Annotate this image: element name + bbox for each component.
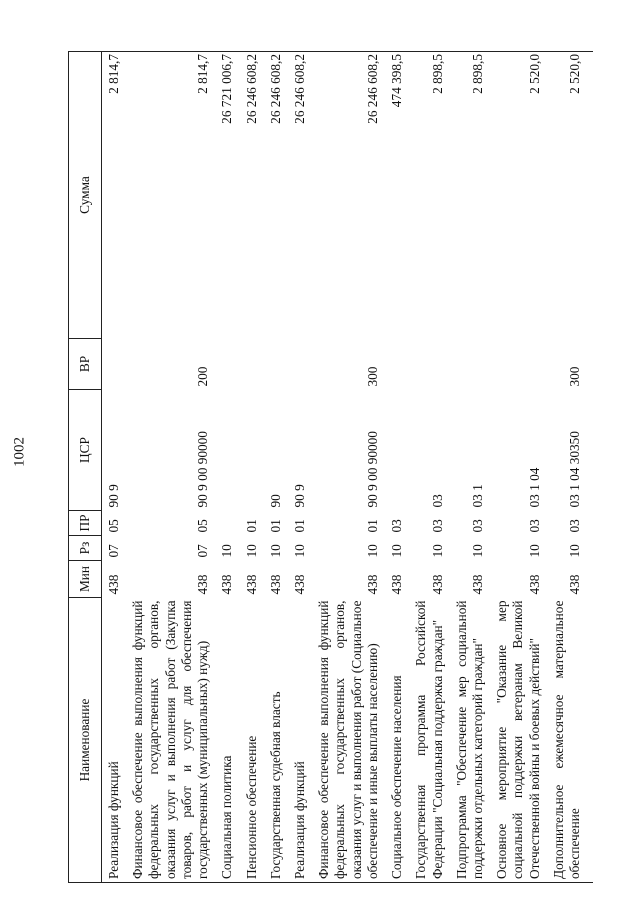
cell-csr bbox=[385, 390, 409, 511]
cell-rz: 10 bbox=[469, 544, 485, 558]
cell-rz: 10 bbox=[567, 544, 583, 558]
cell-pr: 05 bbox=[106, 519, 121, 533]
header-csr: ЦСР bbox=[69, 390, 102, 511]
cell-csr: 90 9 bbox=[291, 484, 307, 508]
budget-table-rotated bbox=[68, 51, 600, 883]
cell-vr bbox=[215, 339, 239, 390]
cell-csr: 90 bbox=[267, 494, 283, 508]
header-rz: Рз bbox=[69, 536, 102, 561]
cell-pr: 03 bbox=[469, 519, 485, 533]
cell-sum: 26 721 006,7 bbox=[215, 52, 239, 339]
header-sum: Сумма bbox=[69, 52, 102, 339]
cell-min: 438 bbox=[526, 574, 542, 595]
cell-rz: 10 bbox=[243, 544, 259, 558]
cell-name: Дополнительное ежемесячное материальное обеспечение bbox=[547, 598, 593, 883]
cell-sum: 26 246 608,2 bbox=[264, 52, 288, 339]
cell-min: 438 bbox=[219, 574, 235, 595]
cell-pr: 03 bbox=[526, 519, 542, 533]
cell-rz: 10 bbox=[219, 544, 235, 558]
cell-rz: 10 bbox=[364, 544, 380, 558]
cell-name: Государственная программа Российской Федерации "Социальная поддержка граждан" bbox=[409, 598, 449, 883]
cell-rz: 10 bbox=[267, 544, 283, 558]
cell-sum: 2 814,7 bbox=[126, 52, 215, 339]
cell-name: Социальная политика bbox=[215, 598, 239, 883]
cell-csr: 03 1 04 30350 bbox=[567, 431, 583, 508]
cell-vr bbox=[409, 339, 449, 390]
cell-name: Социальное обеспечение населения bbox=[385, 598, 409, 883]
cell-sum: 2 898,5 bbox=[409, 52, 449, 339]
cell-vr bbox=[288, 339, 312, 390]
cell-name: Реализация функций bbox=[288, 598, 312, 883]
cell-vr bbox=[102, 339, 127, 390]
table-row bbox=[288, 52, 312, 883]
cell-min: 438 bbox=[291, 574, 307, 595]
cell-pr: 01 bbox=[267, 519, 283, 533]
cell-rz: 10 bbox=[389, 544, 405, 558]
cell-min: 438 bbox=[267, 574, 283, 595]
cell-vr bbox=[450, 339, 490, 390]
cell-rz: 07 bbox=[106, 544, 121, 558]
cell-name: Основное мероприятие "Оказание мер социальной поддержки ветеранам Великой Отечественной войны и боевых действий" bbox=[490, 598, 547, 883]
table-row bbox=[385, 52, 409, 883]
cell-min: 438 bbox=[469, 574, 485, 595]
cell-sum: 2 520,0 bbox=[490, 52, 547, 339]
cell-min: 438 bbox=[429, 574, 445, 595]
table-row bbox=[240, 52, 264, 883]
table-row bbox=[215, 52, 239, 883]
table-row bbox=[312, 52, 385, 883]
cell-pr: 01 bbox=[291, 519, 307, 533]
cell-pr: 05 bbox=[195, 519, 211, 533]
cell-csr: 03 1 bbox=[469, 484, 485, 508]
cell-name: Подпрограмма "Обеспечение мер социальной поддержки отдельных категорий граждан" bbox=[450, 598, 490, 883]
header-vr: ВР bbox=[69, 339, 102, 390]
table-header-row bbox=[69, 52, 102, 883]
cell-csr bbox=[240, 390, 264, 511]
cell-vr: 300 bbox=[364, 366, 380, 387]
cell-csr: 90 9 bbox=[106, 484, 121, 508]
cell-vr bbox=[240, 339, 264, 390]
header-pr: ПР bbox=[69, 511, 102, 536]
cell-csr: 90 9 00 90000 bbox=[195, 431, 211, 508]
cell-sum: 26 246 608,2 bbox=[288, 52, 312, 339]
cell-vr bbox=[264, 339, 288, 390]
table-row bbox=[264, 52, 288, 883]
cell-min: 438 bbox=[364, 574, 380, 595]
table-row bbox=[126, 52, 215, 883]
cell-sum: 474 398,5 bbox=[385, 52, 409, 339]
cell-pr: 03 bbox=[567, 519, 583, 533]
cell-sum: 2 814,7 bbox=[102, 52, 127, 339]
budget-table bbox=[68, 51, 593, 883]
cell-name: Пенсионное обеспечение bbox=[240, 598, 264, 883]
cell-pr bbox=[215, 511, 239, 536]
cell-rz: 10 bbox=[291, 544, 307, 558]
header-min: Мин bbox=[69, 561, 102, 598]
cell-min: 438 bbox=[567, 574, 583, 595]
cell-vr bbox=[490, 339, 547, 390]
cell-csr: 90 9 00 90000 bbox=[364, 431, 380, 508]
cell-csr bbox=[215, 390, 239, 511]
cell-vr: 300 bbox=[567, 366, 583, 387]
table-row bbox=[450, 52, 490, 883]
table-row bbox=[409, 52, 449, 883]
cell-pr: 03 bbox=[389, 519, 405, 533]
table-row bbox=[547, 52, 593, 883]
cell-csr: 03 1 04 bbox=[526, 467, 542, 508]
cell-pr: 01 bbox=[243, 519, 259, 533]
cell-rz: 10 bbox=[526, 544, 542, 558]
page-number: 1002 bbox=[11, 437, 28, 467]
cell-min: 438 bbox=[389, 574, 405, 595]
cell-sum: 2 520,0 bbox=[547, 52, 593, 339]
cell-vr: 200 bbox=[195, 366, 211, 387]
cell-rz: 07 bbox=[195, 544, 211, 558]
cell-name: Финансовое обеспечение выполнения функций федеральных государственных органов, оказания услуг и выполнения работ (Закупка товаров, работ и услуг для обеспечения государственных (муниципальных) нужд) bbox=[126, 598, 215, 883]
cell-pr: 03 bbox=[429, 519, 445, 533]
header-name: Наименование bbox=[69, 598, 102, 883]
cell-sum: 26 246 608,2 bbox=[240, 52, 264, 339]
cell-name: Государственная судебная власть bbox=[264, 598, 288, 883]
cell-sum: 26 246 608,2 bbox=[312, 52, 385, 339]
cell-csr: 03 bbox=[429, 494, 445, 508]
cell-pr: 01 bbox=[364, 519, 380, 533]
cell-min: 438 bbox=[106, 574, 121, 595]
cell-name: Реализация функций bbox=[102, 598, 127, 883]
cell-min: 438 bbox=[195, 574, 211, 595]
table-row bbox=[102, 52, 127, 883]
cell-name: Финансовое обеспечение выполнения функций федеральных государственных органов, оказания услуг и выполнения работ (Социальное обеспечение и иные выплаты населению) bbox=[312, 598, 385, 883]
table-row bbox=[490, 52, 547, 883]
cell-rz: 10 bbox=[429, 544, 445, 558]
cell-vr bbox=[385, 339, 409, 390]
cell-min: 438 bbox=[243, 574, 259, 595]
cell-sum: 2 898,5 bbox=[450, 52, 490, 339]
